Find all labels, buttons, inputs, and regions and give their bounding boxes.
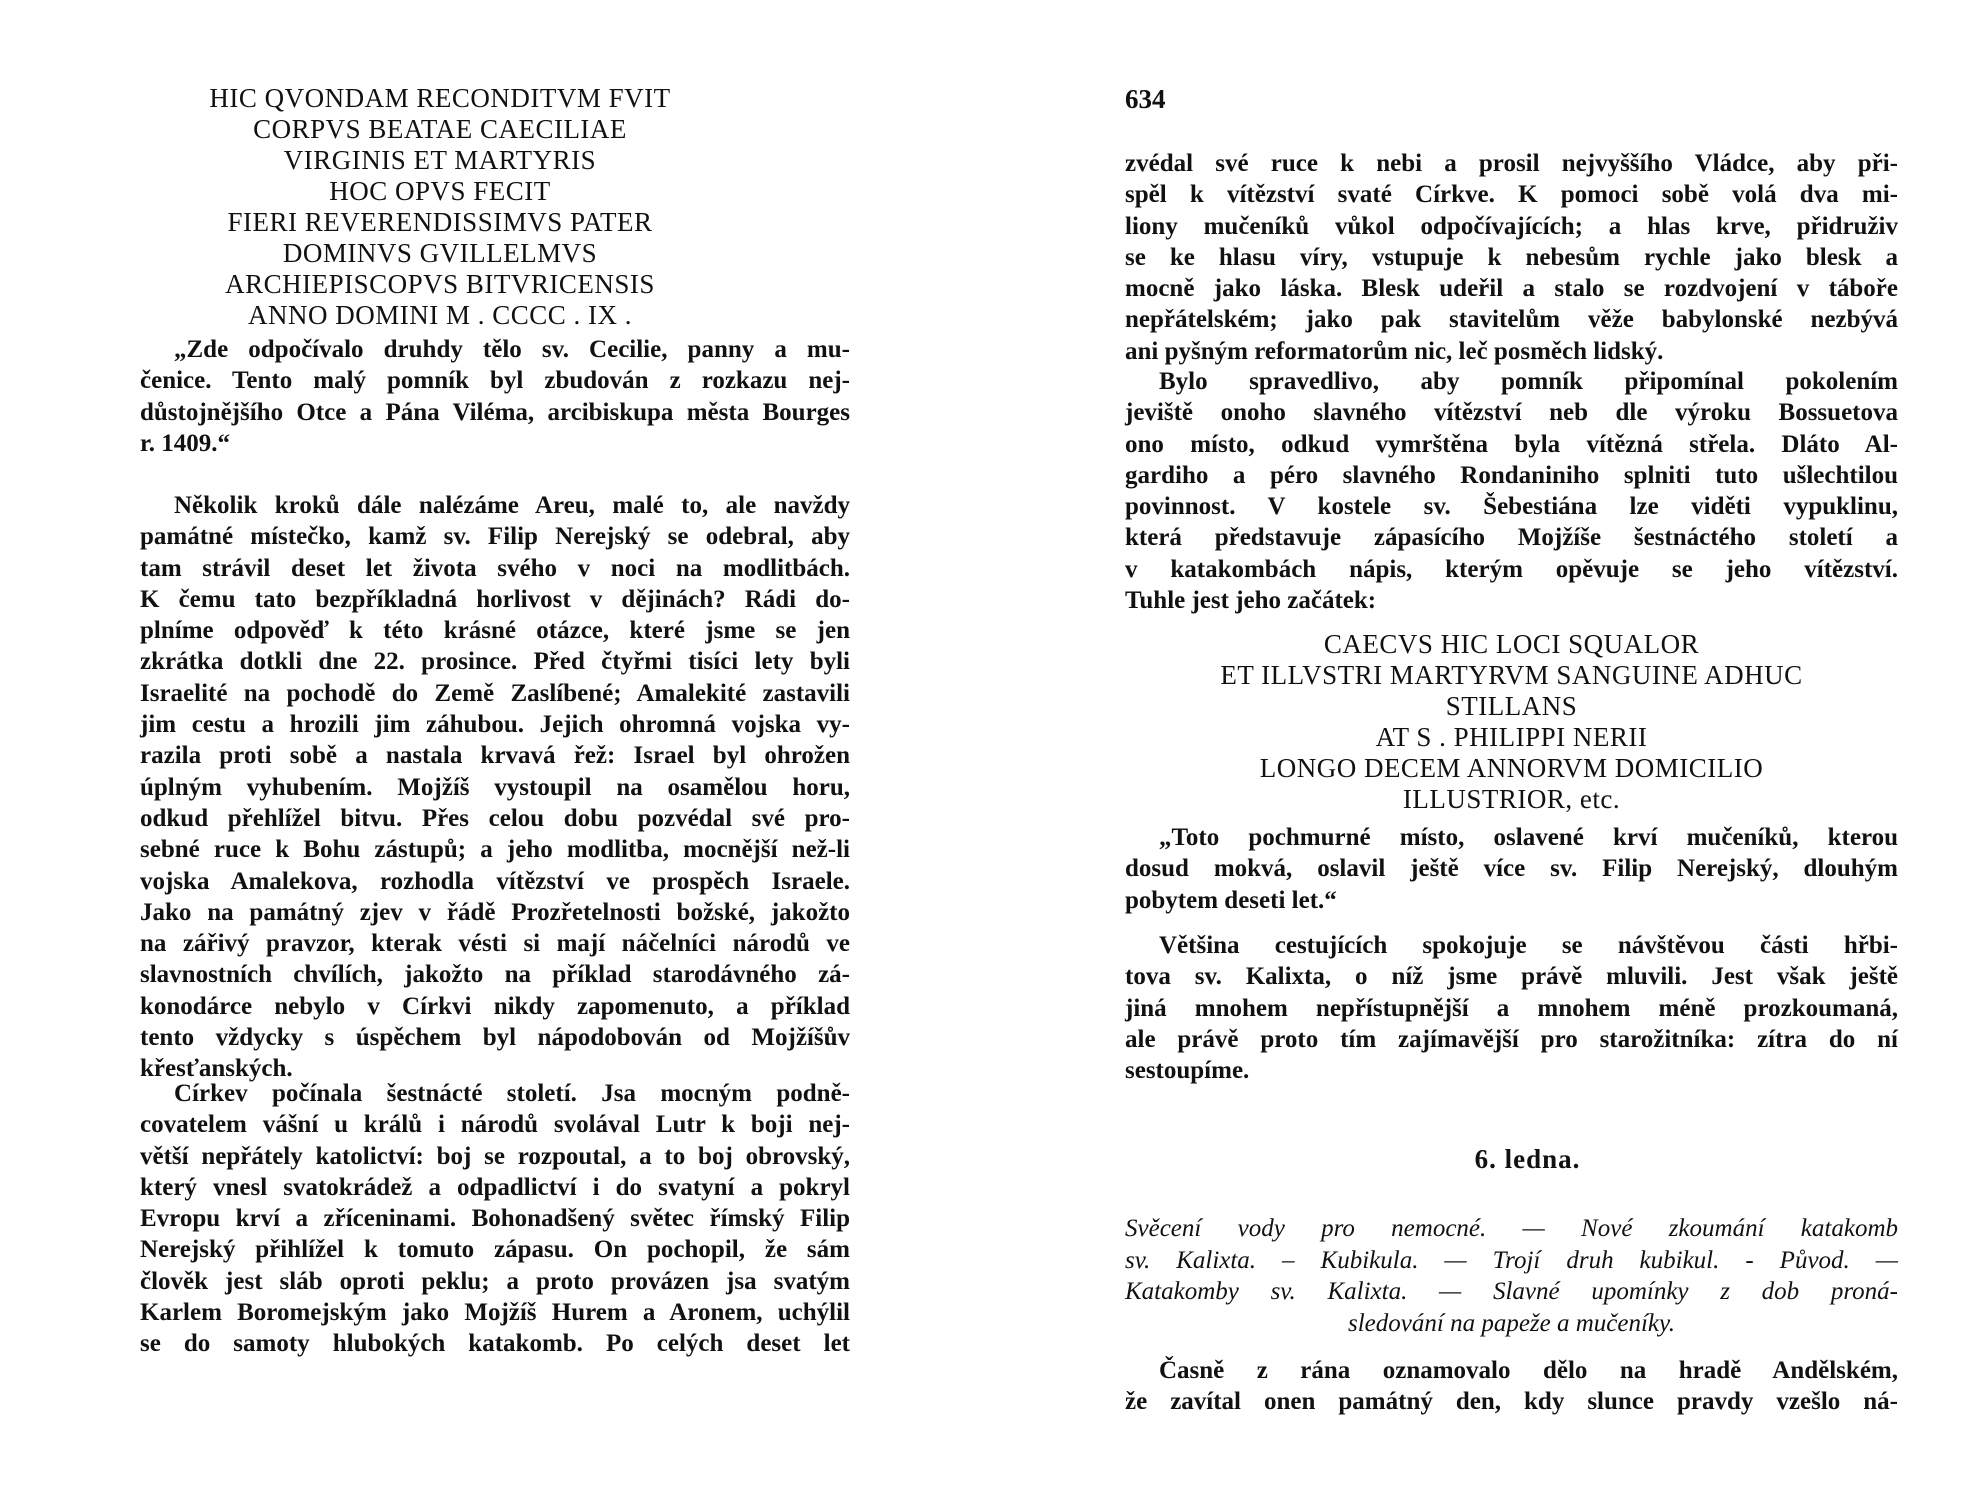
inscription-translation-left (140, 334, 850, 459)
inscription-line: ANNO DOMINI M . CCCC . IX . (247, 300, 632, 330)
text-line: úplným vyhubením. Mojžíš vystoupil na osamělou horu, (140, 773, 850, 801)
text-line: Církev počínala šestnácté století. Jsa mocným podně- (174, 1080, 850, 1107)
text-line: jeviště onoho slavného vítězství neb dle výroku Bossuetova (1125, 399, 1898, 427)
text-line: ono místo, odkud vymrštěna byla vítězná střela. Dláto Al- (1125, 430, 1898, 458)
text-line: tova sv. Kalixta, o níž jsme právě mluvili. Jest však ještě (1125, 963, 1898, 991)
summary-line: sv. Kalixta. – Kubikula. — Trojí druh kubikul. - Původ. — (1125, 1246, 1898, 1274)
text-line: který vnesl svatokrádež a odpadlictví i do svatyní a pokryl (140, 1173, 850, 1201)
paragraph-continuation (1125, 148, 1898, 367)
paragraph-visitors (1125, 930, 1898, 1086)
right-page (985, 0, 1970, 1501)
summary-line: sledování na papeže a mučeníky. (1348, 1309, 1675, 1337)
inscription-line: STILLANS (1445, 691, 1578, 721)
text-line: památné místečko, kamž sv. Filip Nerejský se odebral, aby (140, 523, 850, 551)
inscription-line: CAECVS HIC LOCI SQUALOR (1323, 629, 1700, 659)
text-line: konodárce nebylo v Církvi nikdy zapomenuto, a příklad (140, 992, 850, 1020)
paragraph-sixteenth-century (140, 1078, 850, 1360)
text-line: se do samoty hlubokých katakomb. Po celých deset let (140, 1330, 850, 1358)
summary-line: Svěcení vody pro nemocné. — Nové zkoumání katakomb (1125, 1215, 1898, 1242)
inscription-line: CORPVS BEATAE CAECILIAE (253, 114, 627, 144)
text-line: v katakombách nápis, kterým opěvuje se jeho vítězství. (1125, 555, 1898, 583)
page-number: 634 (1125, 84, 1166, 114)
text-line: jiná mnohem nepřístupnější a mnohem méně prozkoumaná, (1125, 994, 1898, 1022)
text-line: se ke hlasu víry, vstupuje k nebesům rychle jako blesk a (1125, 243, 1898, 271)
text-line: Evropu krví a zříceninami. Bohonadšený světec římský Filip (140, 1205, 850, 1233)
inscription-line: ET ILLVSTRI MARTYRVM SANGUINE ADHUC (1220, 660, 1803, 690)
text-line: křesťanských. (140, 1055, 293, 1083)
text-line: sebné ruce k Bohu zástupů; a jeho modlitba, mocnější než-li (140, 836, 850, 864)
text-line: vojska Amalekova, rozhodla vítězství ve prospěch Israele. (140, 867, 850, 895)
text-line: r. 1409.“ (140, 429, 231, 457)
text-line: „Toto pochmurné místo, oslavené krví mučeníků, kterou (1159, 824, 1898, 851)
inscription-line: VIRGINIS ET MARTYRIS (283, 145, 597, 175)
summary-line: Katakomby sv. Kalixta. — Slavné upomínky z dob proná- (1125, 1278, 1898, 1305)
inscription-line: HOC OPVS FECIT (329, 176, 551, 206)
paragraph-areu (140, 490, 850, 1085)
text-line: sestoupíme. (1125, 1057, 1250, 1085)
text-line: jim cestu a hrozili jim záhubou. Jejich ohromná vojska vy- (140, 711, 850, 739)
chapter-heading: 6. ledna. (1474, 1144, 1581, 1174)
latin-inscription-right (1125, 629, 1898, 815)
inscription-line: DOMINVS GVILLELMVS (282, 238, 598, 268)
text-line: pobytem deseti let.“ (1125, 886, 1337, 914)
text-line: dosud mokvá, oslavil ještě více sv. Filip Nerejský, dlouhým (1125, 855, 1898, 883)
text-line: tam strávil deset let života svého v noci na modlitbách. (140, 554, 850, 582)
text-line: K čemu tato bezpříkladná horlivost v dějinách? Rádi do- (140, 585, 850, 613)
text-line: razila proti sobě a nastala krvavá řež: Israel byl ohrožen (140, 742, 850, 770)
text-line: ani pyšným reformatorům nic, leč posměch lidský. (1125, 337, 1664, 365)
inscription-line: ARCHIEPISCOPVS BITVRICENSIS (225, 269, 655, 299)
text-line: odkud přehlížel bitvu. Přes celou dobu pozvédal své pro- (140, 804, 850, 832)
text-line: Většina cestujících spokojuje se návštěvou části hřbi- (1159, 932, 1898, 959)
text-line: Několik kroků dále nalézáme Areu, malé to, ale navždy (174, 492, 850, 519)
text-line: ale právě proto tím zajímavější pro starožitníka: zítra do ní (1125, 1025, 1898, 1053)
text-line: Nerejský přihlížel k tomuto zápasu. On pochopil, že sám (140, 1236, 850, 1264)
text-line: Časně z rána oznamovalo dělo na hradě Andělském, (1159, 1357, 1898, 1384)
text-line: covatelem vášní u králů i národů svolával Lutr k boji nej- (140, 1111, 850, 1139)
text-line: gardiho a péro slavného Rondaniniho splniti tuto ušlechtilou (1125, 461, 1898, 489)
text-line: povinnost. V kostele sv. Šebestiána lze viděti vypuklinu, (1125, 493, 1898, 521)
text-line: mocně jako láska. Blesk udeřil a stalo se rozdvojení v táboře (1125, 275, 1898, 303)
paragraph-morning (1125, 1355, 1898, 1418)
text-line: plníme odpověď k této krásné otázce, které jsme se jen (140, 617, 850, 645)
text-line: že zavítal onen památný den, kdy slunce pravdy vzešlo ná- (1125, 1388, 1898, 1416)
chapter-summary (1125, 1213, 1898, 1339)
text-line: čenice. Tento malý pomník byl zbudován z rozkazu nej- (140, 367, 850, 395)
text-line: na zářivý pravzor, kterak vésti si mají náčelníci národů ve (140, 930, 850, 958)
text-line: Tuhle jest jeho začátek: (1125, 587, 1377, 615)
paragraph-monument (1125, 366, 1898, 616)
text-line: Karlem Boromejským jako Mojžíš Hurem a Aronem, uchýlil (140, 1299, 850, 1327)
text-line: která představuje zápasícího Mojžíše šestnáctého století a (1125, 524, 1898, 552)
text-line: důstojnějšího Otce a Pána Viléma, arcibiskupa města Bourges (140, 398, 850, 426)
inscription-line: FIERI REVERENDISSIMVS PATER (227, 207, 653, 237)
text-line: nepřátelském; jako pak stavitelům věže babylonské nezbývá (1125, 306, 1898, 334)
inscription-line: AT S . PHILIPPI NERII (1375, 722, 1648, 752)
text-line: liony mučeníků vůkol odpočívajících; a hlas krve, přidruživ (1125, 212, 1898, 240)
inscription-line: LONGO DECEM ANNORVM DOMICILIO (1259, 753, 1764, 783)
inscription-line: ILLUSTRIOR, etc. (1402, 784, 1621, 814)
inscription-translation-right (1125, 822, 1898, 916)
text-line: „Zde odpočívalo druhdy tělo sv. Cecilie, panny a mu- (174, 336, 850, 363)
text-line: člověk jest sláb oproti peklu; a proto provázen jsa svatým (140, 1267, 850, 1295)
text-line: větší nepřátely katolictví: boj se rozpoutal, a to boj obrovský, (140, 1142, 850, 1170)
latin-inscription-left (140, 83, 740, 331)
text-line: Israelité na pochodě do Země Zaslíbené; Amalekité zastavili (140, 679, 850, 707)
text-line: tento vždycky s úspěchem byl nápodobován od Mojžíšův (140, 1024, 850, 1052)
text-line: zvédal své ruce k nebi a prosil nejvyššího Vládce, aby při- (1125, 150, 1898, 177)
text-line: spěl k vítězství svaté Církve. K pomoci sobě volá dva mi- (1125, 181, 1898, 209)
text-line: zkrátka dotkli dne 22. prosince. Před čtyřmi tisíci lety byli (140, 648, 850, 676)
inscription-line: HIC QVONDAM RECONDITVM FVIT (209, 83, 671, 113)
text-line: Jako na památný zjev v řádě Prozřetelnosti božské, jakožto (140, 898, 850, 926)
text-line: Bylo spravedlivo, aby pomník připomínal pokolením (1159, 368, 1898, 395)
text-line: slavnostních chvílích, jakožto na příklad starodávného zá- (140, 961, 850, 989)
